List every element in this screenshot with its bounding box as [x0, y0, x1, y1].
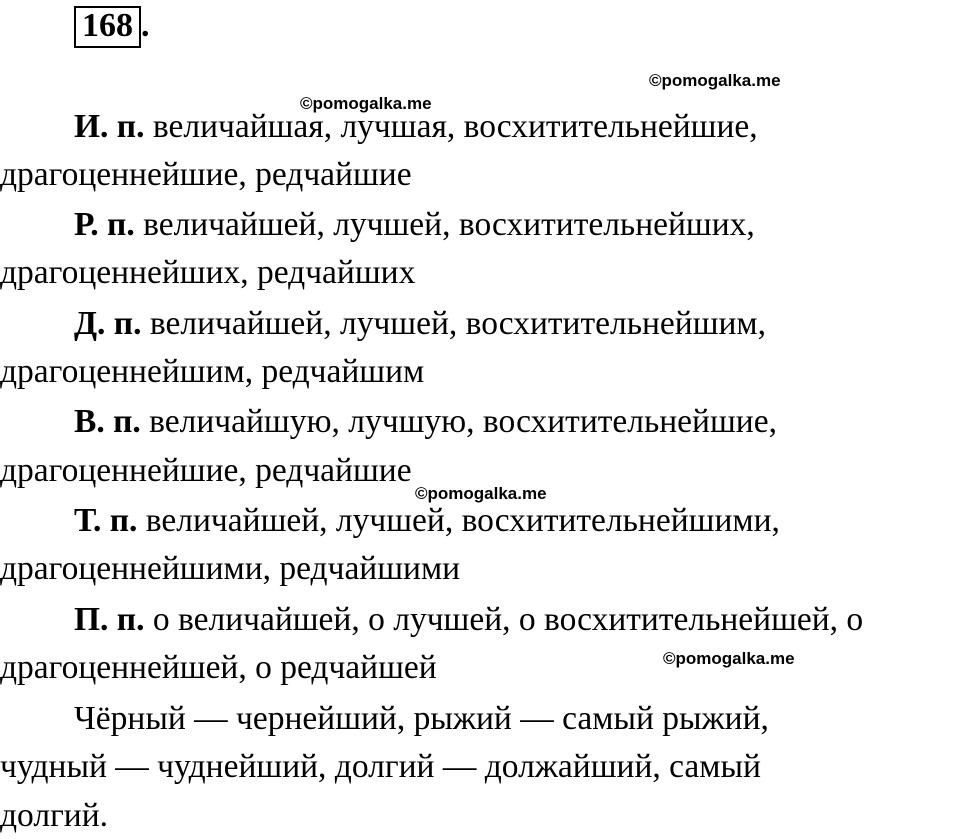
case-line-nominative [74, 107, 758, 147]
watermark: ©pomogalka.me [663, 649, 795, 668]
case-forms: величайшей, лучшей, восхитительнейшим, [141, 305, 767, 342]
comparison-line: чудный — чуднейший, долгий — должайший, самый [0, 748, 761, 785]
case-line-prepositional [74, 600, 863, 640]
task-number-value: 168 [82, 7, 133, 44]
case-forms: о величайшей, о лучшей, о восхитительнейшей, о [144, 601, 864, 638]
task-number-box [74, 6, 141, 48]
task-number-suffix: . [141, 7, 150, 44]
case-continuation: драгоценнейшим, редчайшим [0, 353, 425, 390]
comparison-line: Чёрный — чернейший, рыжий — самый рыжий, [74, 700, 769, 737]
watermark: ©pomogalka.me [415, 484, 547, 503]
case-forms: величайшую, лучшую, восхитительнейшие, [140, 403, 777, 440]
comparison-line: долгий. [0, 797, 109, 834]
case-label: П. п. [74, 601, 145, 638]
watermark: ©pomogalka.me [300, 94, 432, 113]
watermark: ©pomogalka.me [649, 71, 781, 90]
case-line-accusative [74, 402, 777, 442]
case-continuation: драгоценнейших, редчайших [0, 254, 416, 291]
case-continuation: драгоценнейшей, о редчайшей [0, 649, 437, 686]
case-label: Д. п. [74, 305, 142, 342]
case-forms: величайшая, лучшая, восхитительнейшие, [144, 108, 758, 145]
case-label: И. п. [74, 108, 145, 145]
task-number [74, 6, 150, 48]
case-forms: величайшей, лучшей, восхитительнейшими, [137, 502, 780, 539]
case-label: Р. п. [74, 206, 135, 243]
case-line-genitive [74, 205, 755, 245]
case-continuation: драгоценнейшие, редчайшие [0, 452, 412, 489]
case-line-instrumental [74, 501, 780, 541]
case-line-dative [74, 304, 766, 344]
case-label: Т. п. [74, 502, 138, 539]
case-forms: величайшей, лучшей, восхитительнейших, [134, 206, 755, 243]
case-continuation: драгоценнейшие, редчайшие [0, 156, 412, 193]
case-continuation: драгоценнейшими, редчайшими [0, 550, 461, 587]
case-label: В. п. [74, 403, 141, 440]
